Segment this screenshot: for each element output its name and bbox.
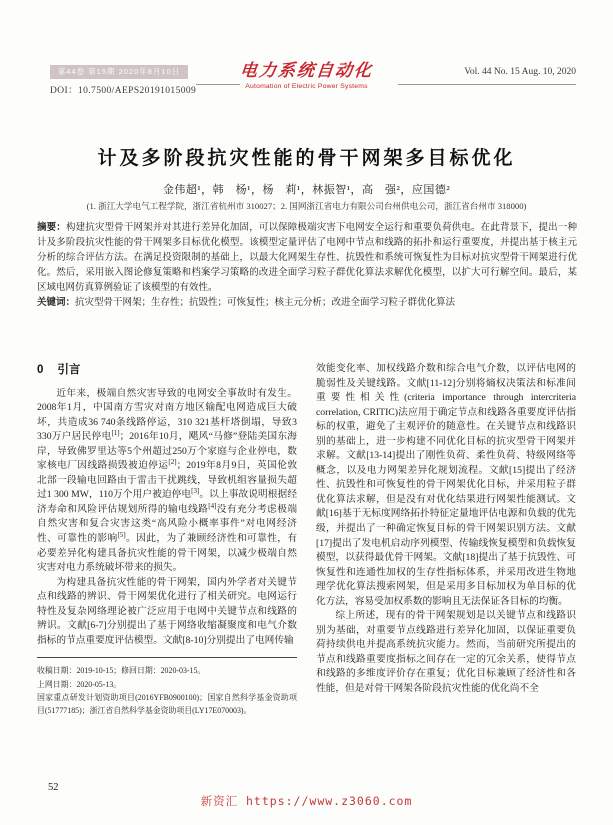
keywords-paragraph [37, 296, 577, 311]
section-0-title: 引言 [57, 364, 81, 376]
authors-line: 金伟超¹，韩 杨¹，杨 莉¹，林振智¹，高 强²，应国德² [162, 184, 451, 196]
watermark-text: 新资汇 https://www.z3060.com [200, 794, 413, 808]
keywords-label: 关键词： [37, 296, 76, 308]
intro-paragraph-3: 效能变化率、加权线路介数和综合电气介数，以评估电网的脆弱性及关键线路。文献[11-12]分别将熵权决策法和标准间重要性相关性(criteria importance through intercriteria correlation, CRITIC)法应用于确定节点和线路各重要度评估指标的权重，避免了主观评价的随意性。在关键节点和线路识别的基础上，进一步构建不同优化目标的抗灾型骨干网架并求解。文献[13-14]提出了刚性负荷、柔性负荷、特级网络等概念，以及电力网架差异化规划流程。文献[15]提出了经济性、抗毁性和可恢复性的骨干网架优化目标，并采用粒子群优化算法求解，但是没有对优化结果进行网架性能测试。文献[16]基于无标度网络拓扑特征定量地评估电源和负载的优先级，并提出了一种确定恢复目标的骨干网架识别方法。文献[17]提出了发电机启动序列模型、传输线恢复模型和负载恢复模型，以获得最优骨干网架。文献[18]提出了基于抗毁性、可恢复性和连通性加权的生存性指标体系，并采用改进生物地理学优化算法搜索网架，但是采用多目标加权为单目标的优化方法，容易受加权系数的影响且无法保证各目标的均衡。 [316, 363, 576, 607]
paper-title: 计及多阶段抗灾性能的骨干网架多目标优化 [97, 148, 516, 169]
affiliation-line: (1. 浙江大学电气工程学院，浙江省杭州市 310027；2. 国网浙江省电力有限公司台州供电公司，浙江省台州市 318000) [86, 201, 527, 211]
abstract-text: 构建抗灾型骨干网架并对其进行差异化加固，可以保障极端灾害下电网安全运行和重要负荷供电。在此背景下，提出一种计及多阶段抗灾性能的骨干网架多目标优化模型。该模型定量评估了电网中节点和线路的拓扑和运行重要度，并提出基于核主元分析的综合评估方法。在满足投资限制的基础上，以最大化网架生存性、抗毁性和系统可恢复性为目标对抗灾型骨干网架进行优化。然后，采用嵌入图论修复策略和档案学习策略的改进全面学习粒子群优化算法求解优化模型，以扩大可行解空间。最后，某区域电网仿真算例验证了该模型的有效性。 [37, 223, 577, 293]
journal-name-en: Automation of Electric Power Systems [245, 83, 368, 90]
abstract-label: 摘要： [37, 222, 66, 233]
intro-paragraph-4: 综上所述，现有的骨干网架规划是以关键节点和线路识别为基础，对重要节点线路进行差异化加固，以保证重要负荷持续供电并提高系统抗灾能力。然而，当前研究所提出的节点和线路重要度指标之间存在一定的冗余关系，使得节点和线路的多维度评价存在重复；优化目标兼顾了经济性和各性能，但是对骨干网架各阶段抗灾性能的优化尚不全 [316, 610, 576, 695]
abstract-paragraph [37, 221, 577, 296]
volume-info-en: Vol. 44 No. 15 Aug. 10, 2020 [464, 67, 576, 77]
issue-volume-banner: 第44卷 第15期 2020年8月10日 [50, 65, 188, 79]
body-columns [37, 362, 576, 717]
footnote-funding: 国家重点研发计划资助项目(2016YFB0900100)；国家自然科学基金资助项目(51777185)；浙江省自然科学基金资助项目(LY17E070003)。 [37, 692, 297, 715]
footnote-received-date: 收稿日期：2019-10-15；修回日期：2020-03-15。 [37, 666, 206, 676]
page-number: 52 [48, 782, 59, 793]
keywords-text: 抗灾型骨干网架；生存性；抗毁性；可恢复性；核主元分析；改进全面学习粒子群优化算法 [75, 297, 456, 308]
journal-name-cn: 电力系统自动化 [239, 61, 375, 80]
intro-paragraph-2: 为构建具备抗灾性能的骨干网架，国内外学者对关键节点和线路的辨识、骨干网架优化进行了相关研究。电网运行特性及复杂网络理论被广泛应用于电网中关键节点和线路的辨识。文献[6-7]分别提出了基于网络收缩凝聚度和电气介数指标的节点重要度评估模型。文献[8-10]分别提出了电网传输 [37, 576, 297, 646]
right-column [316, 362, 576, 717]
section-0-number: 0 [37, 364, 44, 376]
section-0-heading [37, 363, 297, 378]
doi-text: DOI：10.7500/AEPS20191015009 [50, 86, 197, 96]
abstract-block [37, 221, 577, 310]
footnote-block [37, 657, 297, 717]
footnote-online-date: 上网日期：2020-05-13。 [37, 679, 122, 689]
intro-paragraph-1: 近年来，极端自然灾害导致的电网安全事故时有发生。2008年1月，中国南方雪灾对南方地区输配电网造成巨大破坏，共造成36 740条线路停运，310 321基杆塔倒塌，导致3 330万户居民停电[1]；2016年10月，飓风“马修”登陆美国东海岸，导致佛罗里达等5个州超过250万个家庭与企业停电，数家核电厂因线路损毁被迫停运[2]；2019年8月9日，英国伦敦北部一段输电回路由于雷击干扰跳线，导致机组容量损失超过1 300 MW，110万个用户被迫停电[3]。以上事故说明根据经济寿命和风险评估规划所得的输电线路[4]没有充分考虑极端自然灾害和复合灾害这类“高风险小概率事件”对电网经济性、可靠性的影响[5]。因此，为了兼顾经济性和可靠性，有必要差异化构建具备抗灾性能的骨干网架，以减少极端自然灾害对电力系统破坏带来的损失。 [37, 387, 298, 574]
left-column [37, 362, 297, 717]
